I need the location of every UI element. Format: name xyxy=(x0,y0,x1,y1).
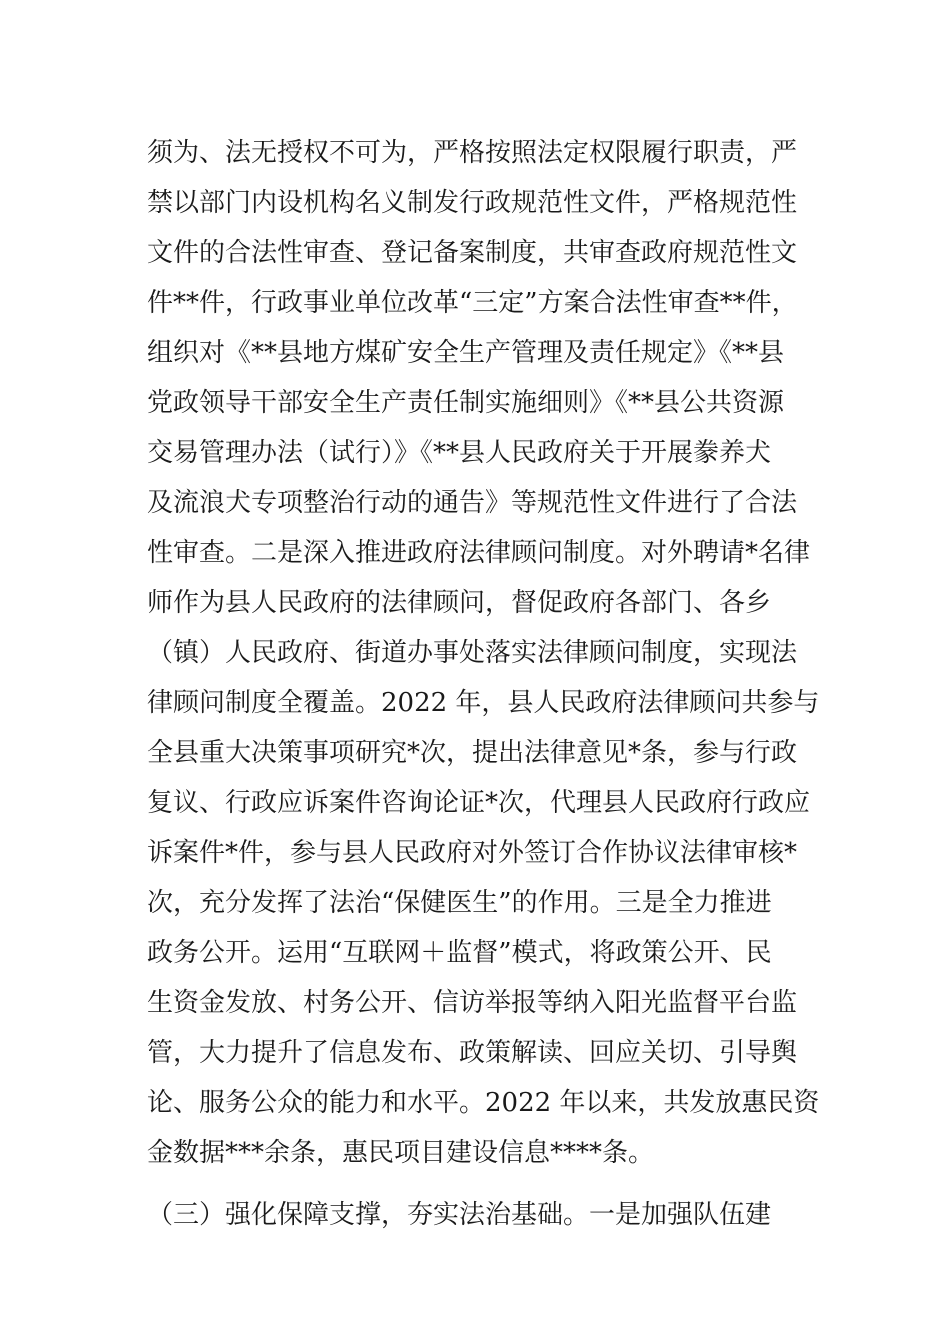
text-line: 律顾问制度全覆盖。2022 年，县人民政府法律顾问共参与 xyxy=(147,688,820,718)
body-text xyxy=(147,128,827,1240)
text-line: 组织对《**县地方煤矿安全生产管理及责任规定》《**县 xyxy=(147,338,785,368)
text-line: 性审查。二是深入推进政府法律顾问制度。对外聘请*名律 xyxy=(147,538,811,568)
text-line: 及流浪犬专项整治行动的通告》等规范性文件进行了合法 xyxy=(147,488,798,518)
text-line: 须为、法无授权不可为，严格按照法定权限履行职责，严 xyxy=(147,138,798,168)
section-heading-line: （三）强化保障支撑，夯实法治基础。一是加强队伍建 xyxy=(147,1200,772,1230)
text-line: 件**件，行政事业单位改革“三定”方案合法性审查**件， xyxy=(147,288,798,318)
text-line: 党政领导干部安全生产责任制实施细则》《**县公共资源 xyxy=(147,388,785,418)
text-line: 师作为县人民政府的法律顾问，督促政府各部门、各乡 xyxy=(147,588,772,618)
text-line: 论、服务公众的能力和水平。2022 年以来，共发放惠民资 xyxy=(147,1088,820,1118)
text-line: 政务公开。运用“互联网＋监督”模式，将政策公开、民 xyxy=(147,938,772,968)
text-line: （镇）人民政府、街道办事处落实法律顾问制度，实现法 xyxy=(147,638,798,668)
text-line: 次，充分发挥了法治“保健医生”的作用。三是全力推进 xyxy=(147,888,772,918)
text-line: 金数据***余条，惠民项目建设信息****条。 xyxy=(147,1138,655,1168)
text-line: 管，大力提升了信息发布、政策解读、回应关切、引导舆 xyxy=(147,1038,798,1068)
text-line: 生资金发放、村务公开、信访举报等纳入阳光监督平台监 xyxy=(147,988,798,1018)
text-line: 交易管理办法（试行）》《**县人民政府关于开展豢养犬 xyxy=(147,438,772,468)
text-line: 文件的合法性审查、登记备案制度，共审查政府规范性文 xyxy=(147,238,798,268)
text-line: 禁以部门内设机构名义制发行政规范性文件，严格规范性 xyxy=(147,188,798,218)
text-line: 诉案件*件，参与县人民政府对外签订合作协议法律审核* xyxy=(147,838,798,868)
text-line: 复议、行政应诉案件咨询论证*次，代理县人民政府行政应 xyxy=(147,788,811,818)
text-line: 全县重大决策事项研究*次，提出法律意见*条，参与行政 xyxy=(147,738,798,768)
